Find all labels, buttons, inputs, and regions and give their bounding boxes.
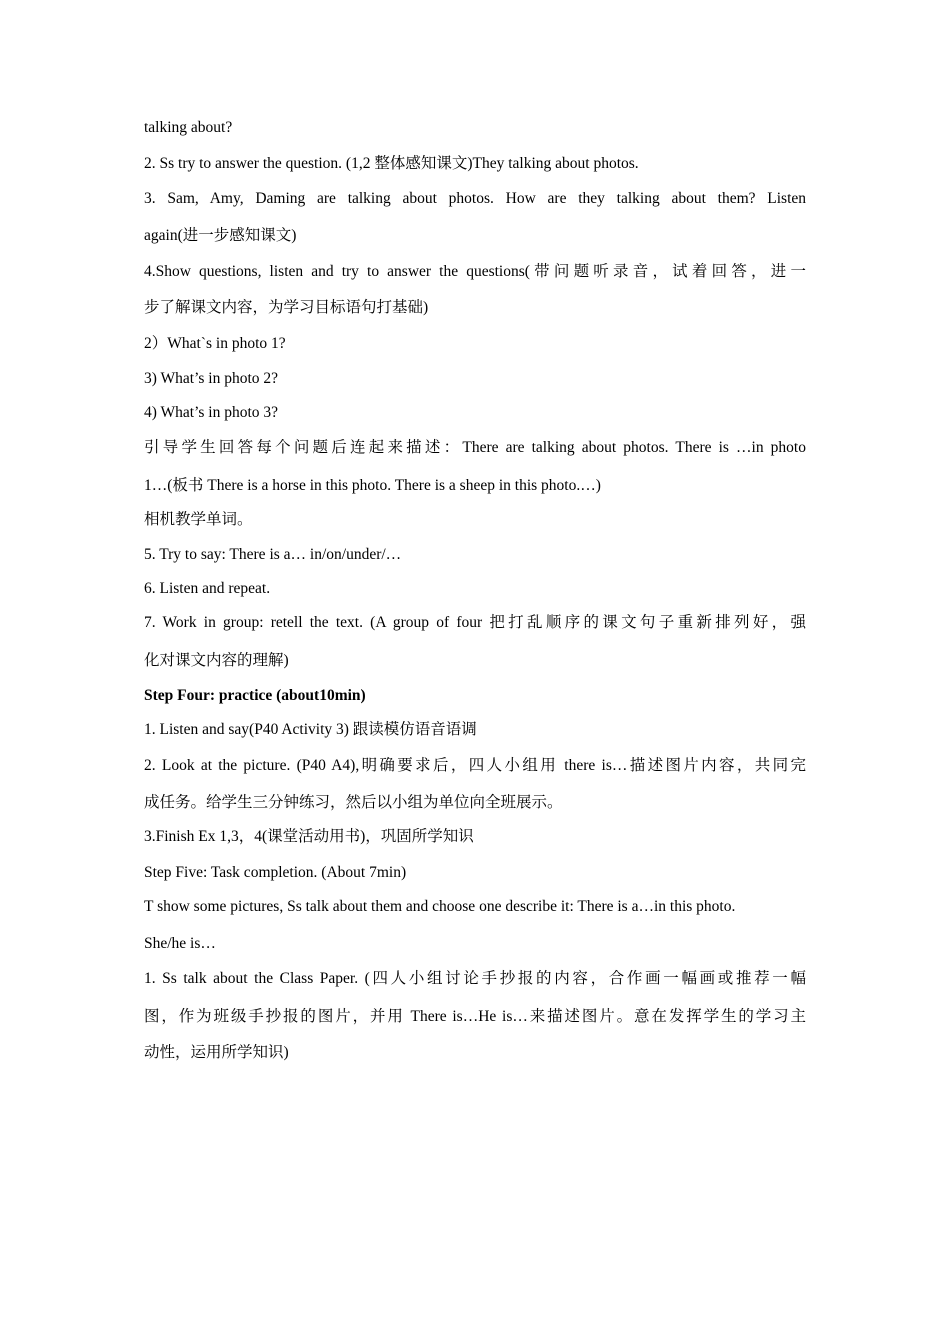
- text-line-20: 成任务。给学生三分钟练习，然后以小组为单位向全班展示。: [144, 794, 563, 811]
- text-line-11: 1…(板书 There is a horse in this photo. There is a sheep in this photo.…): [144, 477, 601, 494]
- text-line-27: 动性，运用所学知识): [144, 1044, 289, 1061]
- text-line-1: talking about?: [144, 119, 233, 136]
- text-line-13: 5. Try to say: There is a… in/on/under/…: [144, 546, 402, 563]
- text-line-8: 3) What’s in photo 2?: [144, 370, 279, 387]
- text-line-24: She/he is…: [144, 935, 216, 952]
- text-line-9: 4) What’s in photo 3?: [144, 404, 279, 421]
- text-line-21: 3.Finish Ex 1,3，4(课堂活动用书)，巩固所学知识: [144, 828, 474, 845]
- text-line-19: 2. Look at the picture. (P40 A4),明确要求后，四人小组用 there is…描述图片内容，共同完: [144, 757, 806, 774]
- text-line-14: 6. Listen and repeat.: [144, 580, 271, 597]
- text-line-12: 相机教学单词。: [144, 511, 253, 528]
- text-line-23: T show some pictures, Ss talk about them and choose one describe it: There is a…in this photo.: [144, 898, 736, 915]
- section-heading-step-five: Step Five: Task completion. (About 7min): [144, 864, 407, 881]
- text-line-25: 1. Ss talk about the Class Paper. (四人小组讨论手抄报的内容，合作画一幅画或推荐一幅: [144, 970, 806, 987]
- text-line-6: 步了解课文内容，为学习目标语句打基础): [144, 299, 429, 316]
- text-line-16: 化对课文内容的理解): [144, 652, 289, 669]
- text-line-3: 3. Sam, Amy, Daming are talking about photos. How are they talking about them? Listen: [144, 190, 806, 207]
- text-line-7: 2）What`s in photo 1?: [144, 335, 286, 352]
- section-heading-step-four: Step Four: practice (about10min): [144, 687, 366, 704]
- text-line-26: 图，作为班级手抄报的图片，并用 There is…He is…来描述图片。意在发挥学生的学习主: [144, 1008, 806, 1025]
- text-line-4: again(进一步感知课文): [144, 227, 297, 244]
- text-line-5: 4.Show questions, listen and try to answer the questions(带问题听录音，试着回答，进一: [144, 263, 806, 280]
- text-line-10: 引导学生回答每个问题后连起来描述：There are talking about photos. There is …in photo: [144, 439, 806, 456]
- text-line-18: 1. Listen and say(P40 Activity 3) 跟读模仿语音语调: [144, 721, 477, 738]
- text-line-2: 2. Ss try to answer the question. (1,2 整体感知课文)They talking about photos.: [144, 155, 639, 172]
- text-line-15: 7. Work in group: retell the text. (A group of four 把打乱顺序的课文句子重新排列好，强: [144, 614, 806, 631]
